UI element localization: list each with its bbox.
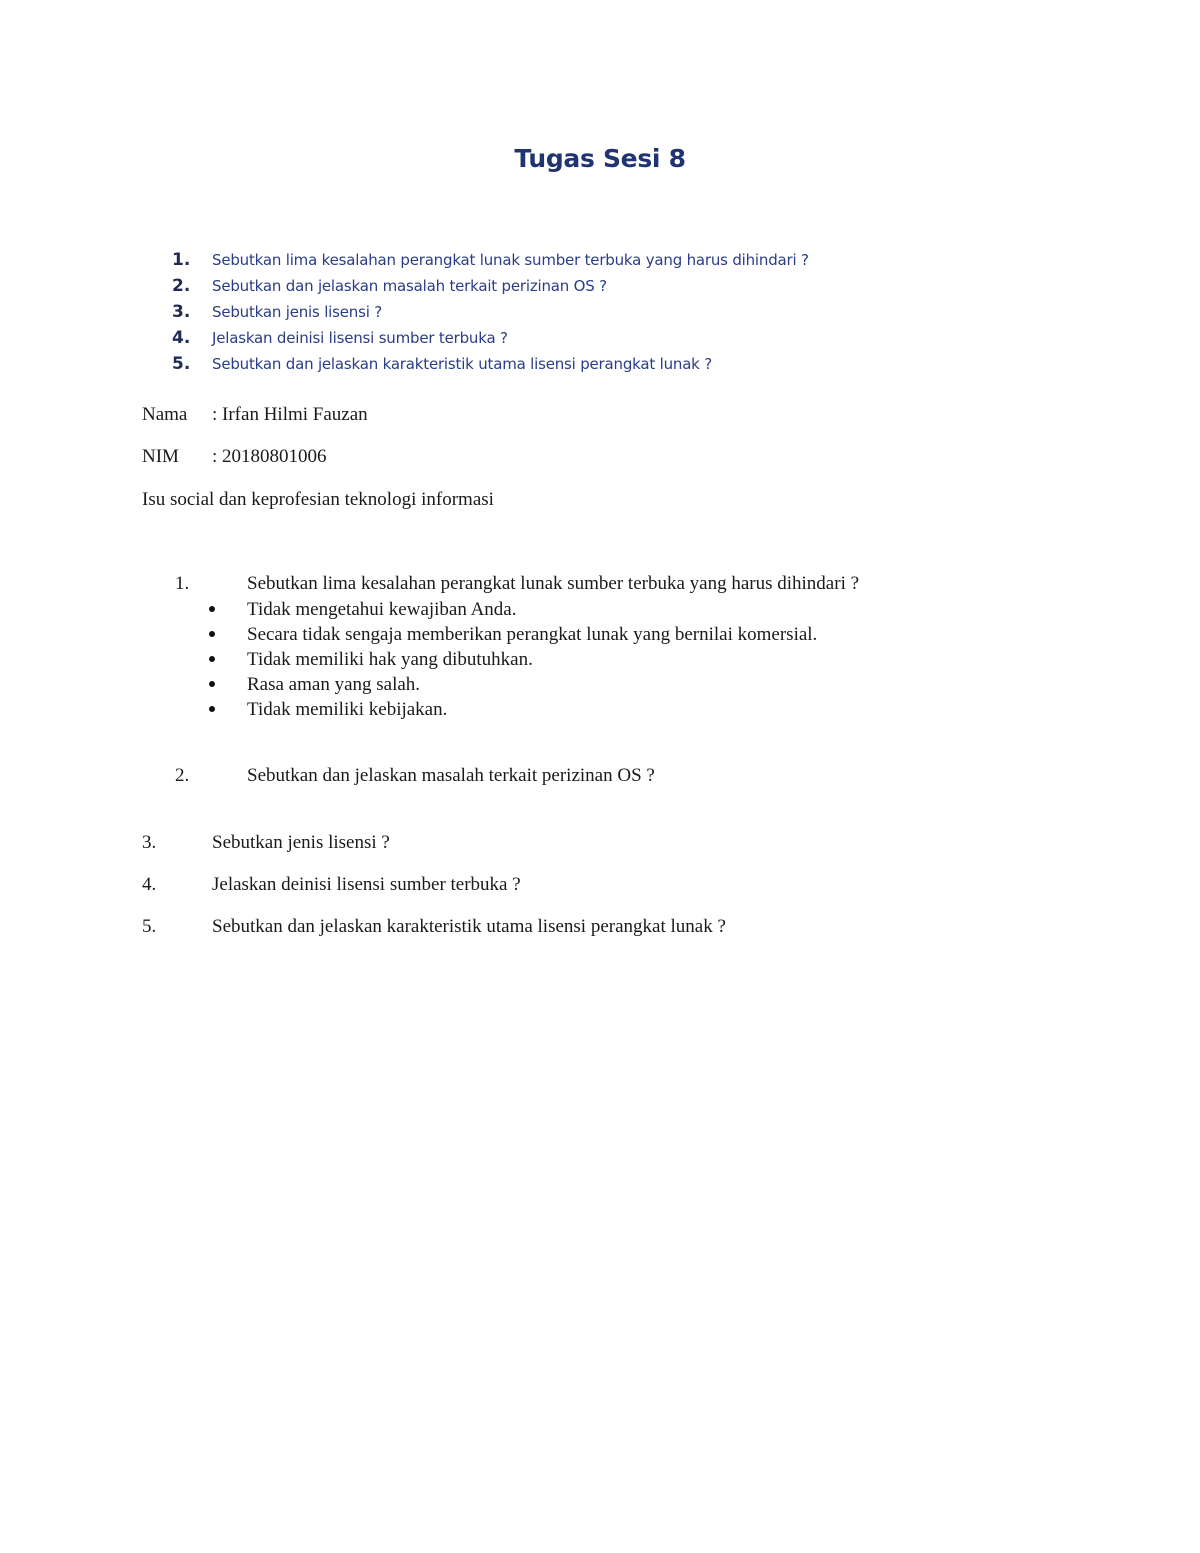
bullet-text: Secara tidak sengaja memberikan perangkat lunak yang bernilai komersial.: [247, 624, 818, 645]
question-text: Jelaskan deinisi lisensi sumber terbuka ?: [212, 329, 508, 347]
question-list: [172, 247, 809, 377]
bullet-item: [205, 597, 817, 622]
question-number: 2.: [172, 276, 191, 296]
name-label: Nama: [142, 404, 188, 425]
question-number: 4.: [172, 328, 191, 348]
question-text: Sebutkan dan jelaskan masalah terkait perizinan OS ?: [212, 277, 607, 295]
answer-question-text: Sebutkan dan jelaskan masalah terkait perizinan OS ?: [247, 765, 655, 786]
answer-heading-1: [175, 573, 859, 595]
question-number: 3.: [172, 302, 191, 322]
question-item: [172, 351, 809, 377]
answer-question-text: Sebutkan lima kesalahan perangkat lunak sumber terbuka yang harus dihindari ?: [247, 573, 860, 594]
answer-number: 4.: [142, 874, 157, 895]
answer-bullet-list: [205, 597, 817, 722]
answer-question-text: Sebutkan dan jelaskan karakteristik utama lisensi perangkat lunak ?: [212, 916, 726, 937]
student-name-row: [142, 404, 368, 426]
bullet-dot-icon: [209, 681, 215, 687]
nim-value: : 20180801006: [212, 446, 327, 467]
answer-heading-4: [142, 874, 521, 896]
answer-number: 1.: [175, 573, 190, 594]
document-title: Tugas Sesi 8: [514, 144, 686, 173]
answer-number: 5.: [142, 916, 157, 937]
bullet-dot-icon: [209, 706, 215, 712]
course-title: Isu social dan keprofesian teknologi informasi: [142, 489, 494, 510]
answer-heading-2: [175, 765, 655, 787]
bullet-text: Rasa aman yang salah.: [247, 674, 421, 695]
question-text: Sebutkan lima kesalahan perangkat lunak sumber terbuka yang harus dihindari ?: [212, 251, 809, 269]
question-item: [172, 273, 809, 299]
question-number: 1.: [172, 250, 191, 270]
bullet-item: [205, 622, 817, 647]
bullet-text: Tidak memiliki hak yang dibutuhkan.: [247, 649, 533, 670]
nim-label: NIM: [142, 446, 179, 467]
student-nim-row: [142, 446, 327, 468]
answer-number: 2.: [175, 765, 190, 786]
question-number: 5.: [172, 354, 191, 374]
question-text: Sebutkan jenis lisensi ?: [212, 303, 382, 321]
question-item: [172, 325, 809, 351]
bullet-item: [205, 647, 817, 672]
question-item: [172, 247, 809, 273]
name-value: : Irfan Hilmi Fauzan: [212, 404, 368, 425]
question-item: [172, 299, 809, 325]
answer-question-text: Sebutkan jenis lisensi ?: [212, 832, 390, 853]
answer-question-text: Jelaskan deinisi lisensi sumber terbuka ?: [212, 874, 521, 895]
bullet-item: [205, 672, 817, 697]
answer-heading-3: [142, 832, 390, 854]
bullet-text: Tidak memiliki kebijakan.: [247, 699, 448, 720]
bullet-dot-icon: [209, 656, 215, 662]
question-text: Sebutkan dan jelaskan karakteristik utama lisensi perangkat lunak ?: [212, 355, 712, 373]
bullet-text: Tidak mengetahui kewajiban Anda.: [247, 599, 517, 620]
answer-number: 3.: [142, 832, 157, 853]
bullet-item: [205, 697, 817, 722]
bullet-dot-icon: [209, 606, 215, 612]
answer-heading-5: [142, 916, 726, 938]
bullet-dot-icon: [209, 631, 215, 637]
